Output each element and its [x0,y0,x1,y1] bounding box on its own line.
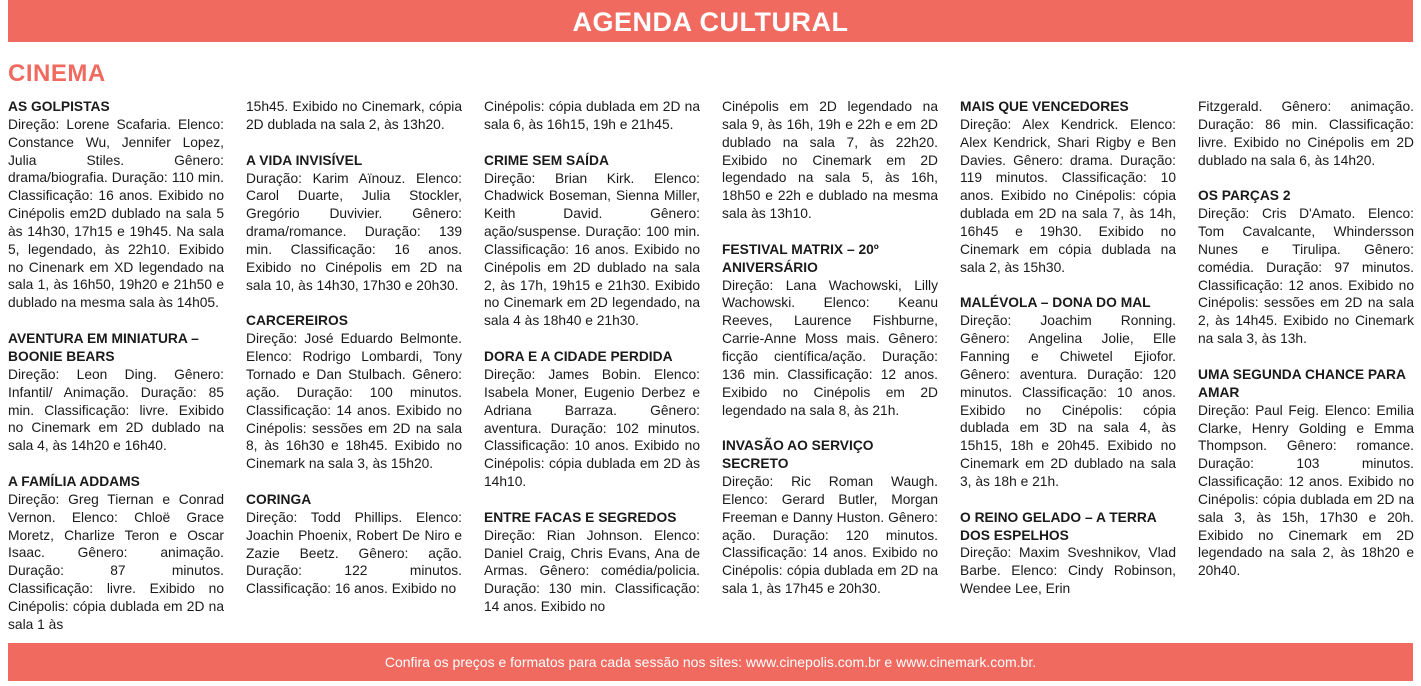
movie-details: Direção: Lorene Scafaria. Elenco: Constance Wu, Jennifer Lopez, Julia Stiles. Gênero: drama/biografia. Duração: 110 min. Classificação: 16 anos. Exibido no Cinépolis em2D dublado na sala 5 às 14h30, 17h15 e 19h45. Na sala 5, legendado, às 22h10. Exibido no Cinenark em XD legendado na sala 1, às 16h50, 19h20 e 21h50 e dublado na mesma sala às 14h05. [8,116,224,311]
column-3 [484,98,700,634]
movie-details: Duração: Karim Aïnouz. Elenco: Carol Duarte, Julia Stockler, Gregório Duvivier. Gênero: drama/romance. Duração: 139 min. Classificação: 16 anos. Exibido no Cinépolis em 2D na sala 10, às 14h30, 17h30 e 20h30. [246,170,462,293]
movie-entry [722,437,938,598]
movie-entry [8,98,224,312]
movie-details: Direção: Paul Feig. Elenco: Emilia Clarke, Henry Golding e Emma Thompson. Gênero: romance. Duração: 103 minutos. Classificação: 12 anos. Exibido no Cinépolis: cópia dublada em 2D na sala 3, às 15h, 17h30 e 20h. Exibido no Cinemark em 2D legendado na sala 2, às 18h20 e 20h40. [1198,402,1414,579]
movie-entry-continued [722,98,938,223]
movie-entry [246,312,462,473]
movie-entry [1198,187,1414,348]
movie-entry [246,491,462,598]
movie-title: A VIDA INVISÍVEL [246,152,363,168]
movie-title: INVASÃO AO SERVIÇO SECRETO [722,438,874,472]
movie-details: Direção: Rian Johnson. Elenco: Daniel Craig, Chris Evans, Ana de Armas. Gênero: comédia/policia. Duração: 130 min. Classificação: 14 anos. Exibido no [484,527,700,615]
movie-title: A FAMÍLIA ADDAMS [8,474,140,490]
movie-entry [960,509,1176,598]
column-1 [8,98,224,652]
movie-title: UMA SEGUNDA CHANCE PARA AMAR [1198,366,1406,400]
movie-details: Direção: Leon Ding. Gênero: Infantil/ Animação. Duração: 85 min. Classificação: livre. Exibido no Cinemark em 2D dublado na sala 4, às 14h20 e 16h40. [8,366,224,454]
movie-details: Fitzgerald. Gênero: animação. Duração: 86 min. Classificação: livre. Exibido no Cinépolis em 2D dublado na sala 6, às 14h20. [1198,99,1414,168]
movie-details: Direção: Cris D'Amato. Elenco: Tom Cavalcante, Whindersson Nunes e Tirulipa. Gênero: comédia. Duração: 97 minutos. Classificação: 12 anos. Exibido no Cinépolis: sessões em 2D na sala 2, às 14h45. Exibido no Cinemark na sala 3, às 13h. [1198,206,1414,347]
movie-details: Direção: Greg Tiernan e Conrad Vernon. Elenco: Chloë Grace Moretz, Charlize Teron e Oscar Isaac. Gênero: animação. Duração: 87 minutos. Classificação: livre. Exibido no Cinépolis: cópia dublada em 2D na sala 1 às [8,491,224,632]
movie-entry [960,98,1176,276]
section-title: CINEMA [8,60,106,87]
movie-entry [484,152,700,330]
movie-details: Direção: Lana Wachowski, Lilly Wachowski. Elenco: Keanu Reeves, Laurence Fishburne, Carrie-Anne Moss mais. Gênero: ficção científica/ação. Duração: 136 min. Classificação: 12 anos. Exibido no Cinépolis em 2D legendado na sala 8, às 21h. [722,277,938,418]
movie-title: CARCEREIROS [246,313,348,329]
movie-entry [484,348,700,491]
column-6 [1198,98,1414,598]
movie-title: O REINO GELADO – A TERRA DOS ESPELHOS [960,509,1157,543]
footer-banner: Confira os preços e formatos para cada sessão nos sites: www.cinepolis.com.br e www.cinemark.com.br. [8,643,1413,681]
movie-details: Direção: Todd Phillips. Elenco: Joachin Phoenix, Robert De Niro e Zazie Beetz. Gênero: ação. Duração: 122 minutos. Classificação: 16 anos. Exibido no [246,509,462,597]
movie-title: MALÉVOLA – DONA DO MAL [960,295,1151,311]
movie-title: CORINGA [246,492,312,508]
movie-details: Cinépolis: cópia dublada em 2D na sala 6, às 16h15, 19h e 21h45. [484,99,700,132]
column-2 [246,98,462,616]
movie-entry [8,473,224,634]
movie-entry [484,509,700,616]
movie-entry [1198,366,1414,580]
movie-details: Direção: José Eduardo Belmonte. Elenco: Rodrigo Lombardi, Tony Tornado e Dan Stulbach. Gênero: ação. Duração: 100 minutos. Classificação: 14 anos. Exibido no Cinépolis: sessões em 2D na sala 8, às 16h30 e 18h45. Exibido no Cinemark na sala 3, às 15h20. [246,331,462,472]
movie-details: Direção: Ric Roman Waugh. Elenco: Gerard Butler, Morgan Freeman e Danny Huston. Gênero: ação. Duração: 120 minutos. Classificação: 14 anos. Exibido no Cinépolis: cópia dublada em 2D na sala 1, às 17h45 e 20h30. [722,474,938,597]
page-header: AGENDA CULTURAL [8,0,1413,42]
movie-title: MAIS QUE VENCEDORES [960,99,1129,114]
movie-details: Direção: Brian Kirk. Elenco: Chadwick Boseman, Sienna Miller, Keith David. Gênero: ação/suspense. Duração: 100 min. Classificação: 16 anos. Exibido no Cinépolis em 2D dublado na sala 2, às 17h, 19h15 e 21h30. Exibido no Cinemark em 2D legendado, na sala 4 às 18h40 e 21h30. [484,170,700,329]
movie-details: Direção: Joachim Ronning. Gênero: Angelina Jolie, Elle Fanning e Chiwetel Ejiofor. Gênero: aventura. Duração: 120 minutos. Classificação: 10 anos. Exibido no Cinépolis: cópia dublada em 3D na sala 4, às 15h15, 18h e 20h45. Exibido no Cinemark em 2D dublado na sala 3, às 18h e 21h. [960,313,1176,489]
movie-details: Direção: Alex Kendrick. Elenco: Alex Kendrick, Shari Rigby e Ben Davies. Gênero: drama. Duração: 119 minutos. Classificação: 10 anos. Exibido no Cinépolis: cópia dublada em 2D na sala 7, às 14h, 16h45 e 19h30. Exibido no Cinemark em cópia dublada na sala 2, às 15h30. [960,116,1176,275]
movie-details: Direção: James Bobin. Elenco: Isabela Moner, Eugenio Derbez e Adriana Barraza. Gênero: aventura. Duração: 102 minutos. Classificação: 10 anos. Exibido no Cinépolis: cópia dublada em 2D às 14h10. [484,366,700,490]
movie-entry [246,152,462,295]
movie-title: DORA E A CIDADE PERDIDA [484,349,673,365]
column-5 [960,98,1176,616]
movie-title: CRIME SEM SAÍDA [484,152,609,168]
movie-title: OS PARÇAS 2 [1198,188,1291,204]
movie-entry-continued [1198,98,1414,169]
movie-details: 15h45. Exibido no Cinemark, cópia 2D dublada na sala 2, às 13h20. [246,99,462,132]
movie-entry [722,241,938,419]
movie-title: ENTRE FACAS E SEGREDOS [484,509,677,525]
movie-entry [8,330,224,455]
movie-details: Direção: Maxim Sveshnikov, Vlad Barbe. Elenco: Cindy Robinson, Wendee Lee, Erin [960,545,1176,597]
movie-title: FESTIVAL MATRIX – 20º ANIVERSÁRIO [722,241,879,275]
movie-entry-continued [246,98,462,134]
movie-title: AVENTURA EM MINIATURA – BOONIE BEARS [8,331,199,364]
movie-entry-continued [484,98,700,134]
movie-entry [960,294,1176,490]
column-4 [722,98,938,616]
listings [8,98,1413,638]
movie-title: AS GOLPISTAS [8,99,110,114]
movie-details: Cinépolis em 2D legendado na sala 9, às 16h, 19h e 22h e em 2D dublado na sala 7, às 22h20. Exibido no Cinemark em 2D legendado na sala 5, às 16h, 18h50 e 22h e dublado na mesma sala às 13h10. [722,99,938,222]
